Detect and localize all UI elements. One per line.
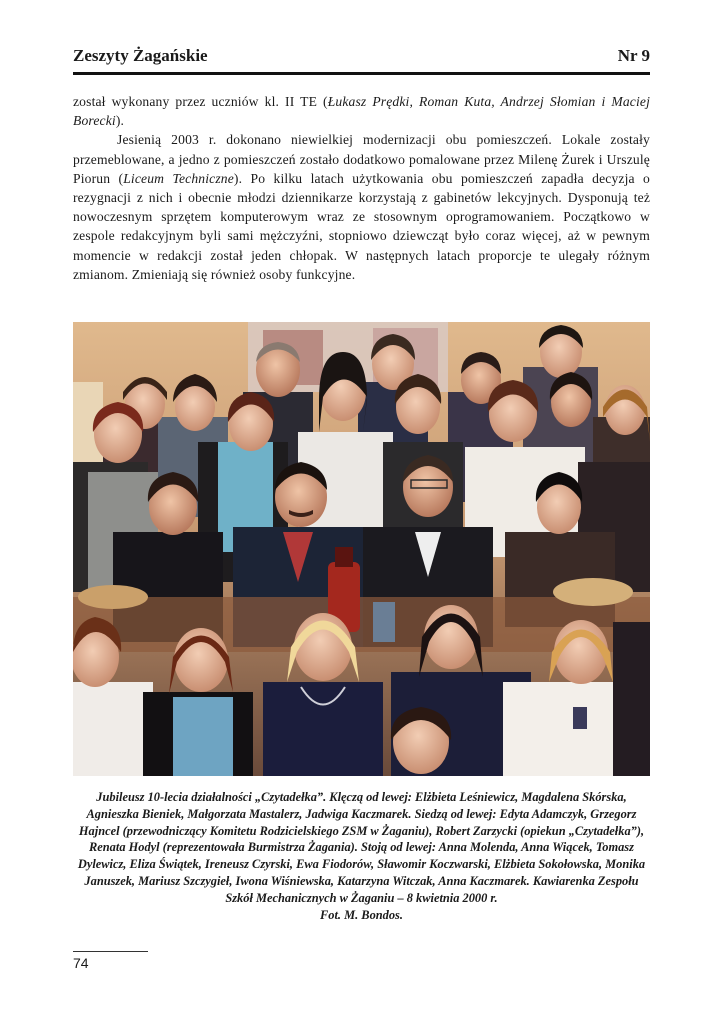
paragraph-1-text-a: został wykonany przez uczniów kl. II TE ( (73, 94, 328, 109)
paragraph-2 (73, 130, 650, 284)
paragraph-2-text-b: ). Po kilku latach użytkowania obu pomieszczeń zapadła decyzja o rezygnacji z nich i obecnie młodzi dziennikarze korzystają z gabinetów lekcyjnych. Dysponują też nowoczesnym sprzętem komputerowym wraz ze stosownym oprogramowaniem. Początkowo w zespole redakcyjnym byli sami mężczyźni, stopniowo dziewcząt było coraz więcej, aż w pewnym momencie w redakcji został jeden chłopak. W następnych latach proporcje te ulegały różnym zmianom. Zmieniają się również osoby funkcyjne. (73, 170, 650, 282)
paragraph-1 (73, 92, 650, 130)
paragraph-1-text-b: ). (115, 113, 125, 129)
photo-caption (73, 789, 650, 923)
group-photo (73, 322, 650, 776)
page-number: 74 (73, 955, 89, 971)
issue-number: Nr 9 (617, 46, 650, 65)
paragraph-1-names: Łukasz Prędki, Roman Kuta, Andrzej Słomian i Maciej Borecki (73, 94, 651, 129)
paragraph-2-school: Liceum Techniczne (123, 170, 234, 186)
caption-text: Jubileusz 10-lecia działalności „Czytadełka”. Klęczą od lewej: Elżbieta Leśniewicz, Magdalena Skórska, Agnieszka Bieniek, Małgorzata Mastalerz, Jadwiga Kaczmarek. Siedzą od lewej: Edyta Adamczyk, Grzegorz Hajncel (przewodniczący Komitetu Rodzicielskiego ZSM w Żaganiu), Robert Zarzycki (opiekun „Czytadełka”), Renata Hodyl (reprezentowała Burmistrza Żagania). Stoją od lewej: Anna Molenda, Anna Wiącek, Tomasz Dylewicz, Eliza Świątek, Ireneusz Czyrski, Ewa Fiodorów, Sławomir Koczwarski, Elżbieta Sokołowska, Monika Januszek, Mariusz Szczygieł, Iwona Wiśniewska, Katarzyna Witczak, Anna Kaczmarek. Kawiarenka Zespołu Szkół Mechanicznych w Żaganiu – 8 kwietnia 2000 r. (77, 790, 646, 905)
body-text (73, 92, 650, 284)
photo-credit: Fot. M. Bondos. (320, 907, 403, 922)
journal-title: Zeszyty Żagańskie (73, 46, 208, 65)
page-header (73, 46, 650, 75)
footer-divider (73, 951, 148, 952)
paragraph-2-text-a: Jesienią 2003 r. dokonano niewielkiej modernizacji obu pomieszczeń. Lokale zostały przemeblowane, a jedno z pomieszczeń zostało dodatkowo pomalowane przez Milenę Żurek i Urszulę Piorun ( (73, 132, 650, 186)
